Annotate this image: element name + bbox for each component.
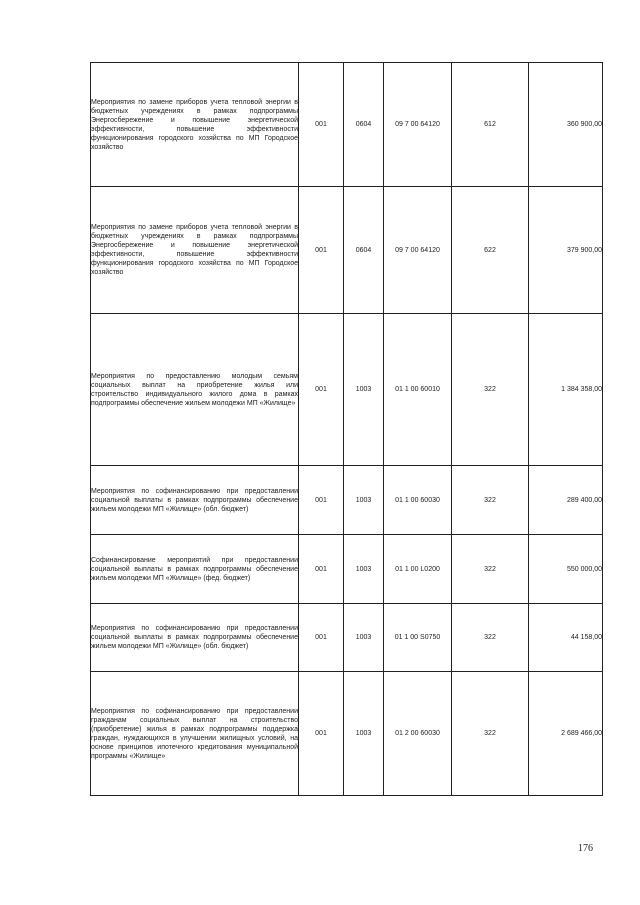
row-amount: 2 689 466,00 <box>529 672 603 796</box>
row-target-code: 09 7 00 64120 <box>384 187 452 314</box>
row-admin-code: 001 <box>299 63 344 187</box>
row-admin-code: 001 <box>299 466 344 535</box>
row-target-code: 01 1 00 60010 <box>384 314 452 466</box>
row-target-code: 01 1 00 60030 <box>384 466 452 535</box>
row-target-code: 09 7 00 64120 <box>384 63 452 187</box>
row-expense-type: 322 <box>452 535 529 604</box>
row-amount: 550 000,00 <box>529 535 603 604</box>
row-amount: 1 384 358,00 <box>529 314 603 466</box>
row-expense-type: 322 <box>452 604 529 672</box>
row-target-code: 01 1 00 L0200 <box>384 535 452 604</box>
row-description: Мероприятия по софинансированию при предоставлении социальной выплаты в рамках подпрограммы обеспечение жильем молодежи МП «Жилище» (обл. бюджет) <box>91 466 299 535</box>
row-admin-code: 001 <box>299 187 344 314</box>
row-section-code: 1003 <box>344 535 384 604</box>
row-amount: 44 158,00 <box>529 604 603 672</box>
row-expense-type: 612 <box>452 63 529 187</box>
table-row <box>91 466 603 535</box>
row-section-code: 0604 <box>344 63 384 187</box>
row-description: Мероприятия по замене приборов учета тепловой энергии в бюджетных учреждениях в рамках подпрограммы Энергосбережение и повышение энергетической эффективности, повышение эффективности функционирования городского хозяйства по МП Городское хозяйство <box>91 63 299 187</box>
row-description: Мероприятия по замене приборов учета тепловой энергии в бюджетных учреждениях в рамках подпрограммы Энергосбережение и повышение энергетической эффективности, повышение эффективности функционирования городского хозяйства по МП Городское хозяйство <box>91 187 299 314</box>
page-number: 176 <box>578 843 593 854</box>
row-admin-code: 001 <box>299 672 344 796</box>
row-section-code: 1003 <box>344 314 384 466</box>
row-section-code: 1003 <box>344 604 384 672</box>
row-description: Софинансирование мероприятий при предоставлении социальной выплаты в рамках подпрограммы обеспечение жильем молодежи МП «Жилище» (фед. бюджет) <box>91 535 299 604</box>
row-amount: 379 900,00 <box>529 187 603 314</box>
row-section-code: 1003 <box>344 672 384 796</box>
table-row <box>91 535 603 604</box>
row-amount: 360 900,00 <box>529 63 603 187</box>
budget-table <box>90 62 603 796</box>
row-expense-type: 322 <box>452 314 529 466</box>
table-row <box>91 187 603 314</box>
row-expense-type: 322 <box>452 672 529 796</box>
row-section-code: 1003 <box>344 466 384 535</box>
row-expense-type: 622 <box>452 187 529 314</box>
row-expense-type: 322 <box>452 466 529 535</box>
row-amount: 289 400,00 <box>529 466 603 535</box>
row-target-code: 01 2 00 60030 <box>384 672 452 796</box>
table-row <box>91 672 603 796</box>
table-row <box>91 314 603 466</box>
row-section-code: 0604 <box>344 187 384 314</box>
row-admin-code: 001 <box>299 314 344 466</box>
row-description: Мероприятия по софинансированию при предоставлении социальной выплаты в рамках подпрограммы обеспечение жильем молодежи МП «Жилище» (обл. бюджет) <box>91 604 299 672</box>
table-row <box>91 63 603 187</box>
table-row <box>91 604 603 672</box>
row-description: Мероприятия по софинансированию при предоставлении гражданам социальных выплат на строительство (приобретение) жилья в рамках подпрограммы поддержка граждан, нуждающихся в улучшении жилищных условий, на основе принципов ипотечного кредитования муниципальной программы «Жилище» <box>91 672 299 796</box>
row-admin-code: 001 <box>299 604 344 672</box>
row-target-code: 01 1 00 S0750 <box>384 604 452 672</box>
row-description: Мероприятия по предоставлению молодым семьям социальных выплат на приобретение жилья или строительство индивидуального жилого дома в рамках подпрограммы обеспечение жильем молодежи МП «Жилище» <box>91 314 299 466</box>
row-admin-code: 001 <box>299 535 344 604</box>
